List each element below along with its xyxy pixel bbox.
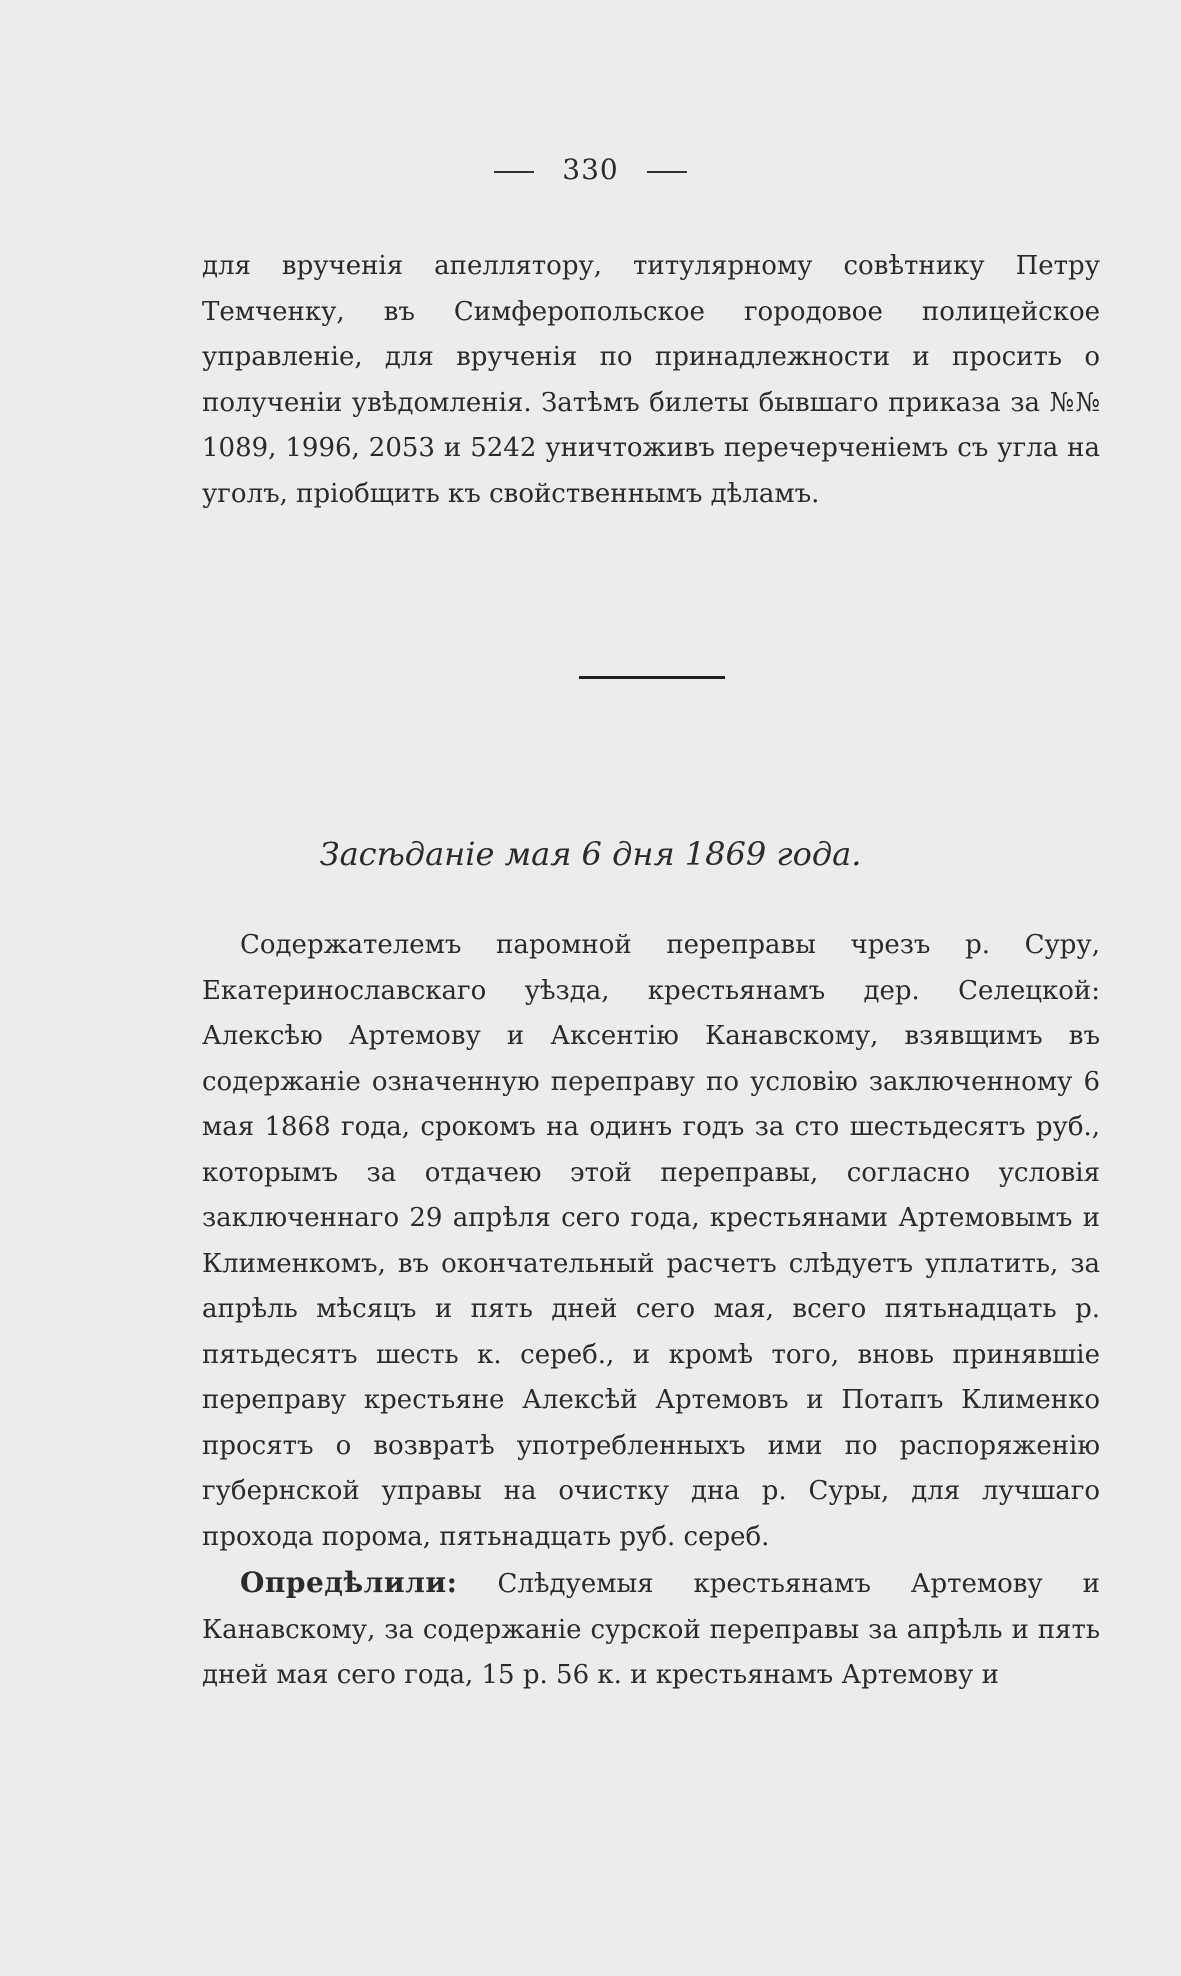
resolution-paragraph bbox=[202, 1560, 1100, 1699]
page-header bbox=[0, 150, 1181, 190]
resolution-text: Слѣдуемыя крестьянамъ Артемову и Канавскому, за содержаніе сурской переправы за апрѣль и пять дней мая сего года, 15 р. 56 к. и крестьянамъ Артемову и bbox=[202, 1569, 1100, 1690]
page-number: 330 bbox=[562, 153, 619, 186]
continuation-paragraph bbox=[202, 244, 1100, 517]
header-dash-left bbox=[494, 171, 534, 173]
body-paragraph: Содержателемъ паромной переправы чрезъ р. Суру, Екатеринославскаго уѣзда, крестьянамъ дер. Селецкой: Алексѣю Артемову и Аксентію Канавскому, взявщимъ въ содержаніе означенную переправу по условію заключенному 6 мая 1868 года, срокомъ на одинъ годъ за сто шестьдесятъ руб., которымъ за отдачею этой переправы, согласно условія заключеннаго 29 апрѣля сего года, крестьянами Артемовымъ и Клименкомъ, въ окончательный расчетъ слѣдуетъ уплатить, за апрѣль мѣсяцъ и пять дней сего мая, всего пятьнадцать р. пятьдесятъ шесть к. сереб., и кромѣ того, вновь принявшіе переправу крестьяне Алексѣй Артемовъ и Потапъ Клименко просятъ о возвратѣ употребленныхъ ими по распоряженію губернской управы на очистку дна р. Суры, для лучшаго прохода порома, пятьнадцать руб. сереб. bbox=[202, 930, 1100, 1552]
resolution-label: Опредѣлили: bbox=[240, 1566, 458, 1599]
section-title: Засѣданіе мая 6 дня 1869 года. bbox=[319, 835, 862, 873]
section-body bbox=[202, 923, 1100, 1699]
section-divider bbox=[579, 676, 725, 679]
header-dash-right bbox=[647, 171, 687, 173]
continuation-text: для врученія апеллятору, титулярному совѣтнику Петру Темченку, въ Симферопольское городовое полицейское управленіе, для врученія по принадлежности и просить о полученіи увѣдомленія. Затѣмъ билеты бывшаго приказа за №№ 1089, 1996, 2053 и 5242 уничтоживъ перечерченіемъ съ угла на уголъ, пріобщить къ свойственнымъ дѣламъ. bbox=[202, 251, 1100, 509]
